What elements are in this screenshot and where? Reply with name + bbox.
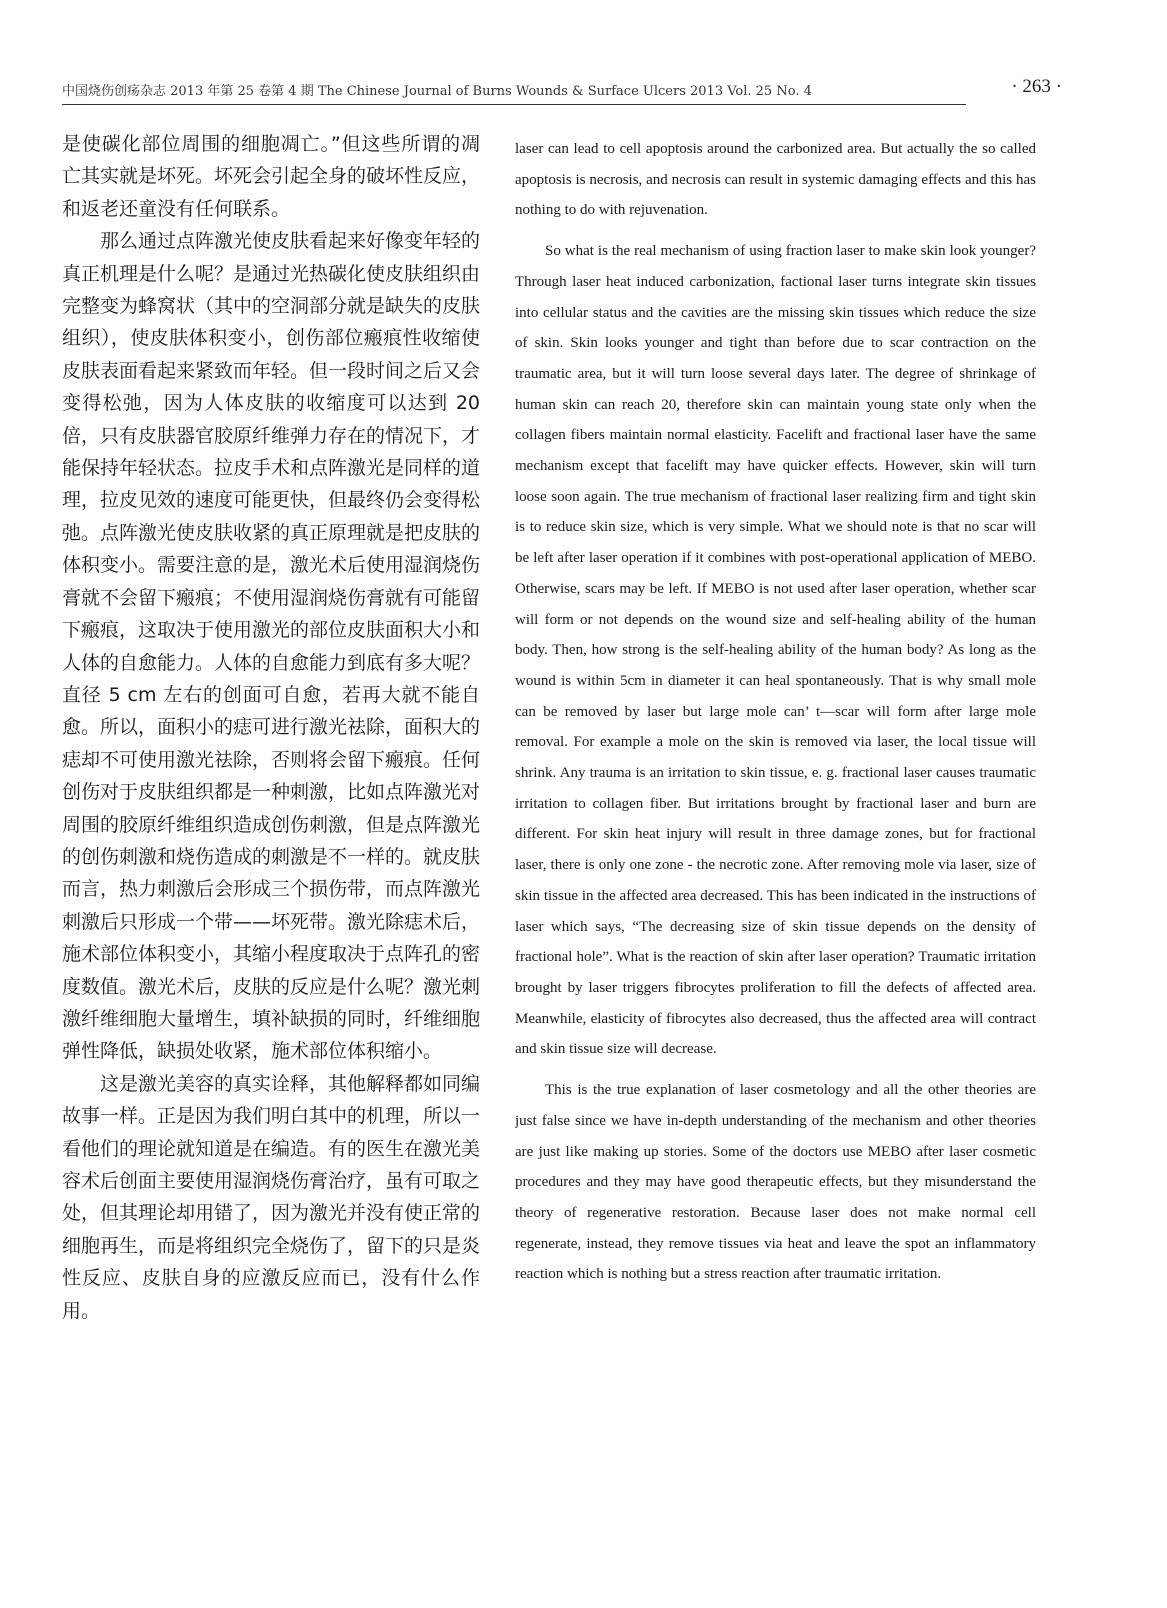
page-number: · 263 · bbox=[1011, 76, 1062, 97]
chinese-paragraph-2: 那么通过点阵激光使皮肤看起来好像变年轻的真正机理是什么呢？是通过光热碳化使皮肤组织由完整变为蜂窝状（其中的空洞部分就是缺失的皮肤组织），使皮肤体积变小，创伤部位瘢痕性收缩使皮肤表面看起来紧致而年轻。但一段时间之后又会变得松弛，因为人体皮肤的收缩度可以达到 20 倍，只有皮肤器官胶原纤维弹力存在的情况下，才能保持年轻状态。拉皮手术和点阵激光是同样的道理，拉皮见效的速度可能更快，但最终仍会变得松弛。点阵激光使皮肤收紧的真正原理就是把皮肤的体积变小。需要注意的是，激光术后使用湿润烧伤膏就不会留下瘢痕；不使用湿润烧伤膏就有可能留下瘢痕，这取决于使用激光的部位皮肤面积大小和人体的自愈能力。人体的自愈能力到底有多大呢？直径 5 cm 左右的创面可自愈，若再大就不能自愈。所以，面积小的痣可进行激光祛除，面积大的痣却不可使用激光祛除，否则将会留下瘢痕。任何创伤对于皮肤组织都是一种刺激，比如点阵激光对周围的胶原纤维组织造成创伤刺激，但是点阵激光的创伤刺激和烧伤造成的刺激是不一样的。就皮肤而言，热力刺激后会形成三个损伤带，而点阵激光刺激后只形成一个带——坏死带。激光除痣术后，施术部位体积变小，其缩小程度取决于点阵孔的密度数值。激光术后，皮肤的反应是什么呢？激光刺激纤维细胞大量增生，填补缺损的同时，纤维细胞弹性降低，缺损处收紧，施术部位体积缩小。 bbox=[62, 230, 480, 1063]
english-paragraph-2: So what is the real mechanism of using fraction laser to make skin look younger? Through laser heat induced carbonization, factional laser turns integrate skin tissues into cellular status and the cavities are the missing skin tissues which reduce the size of skin. Skin looks younger and tight than before due to scar contraction on the traumatic area, but it will turn loose several days later. The degree of shrinkage of human skin can reach 20, therefore skin can maintain young state only when the collagen fibers maintain normal elasticity. Facelift and fractional laser have the same mechanism except that facelift may have quicker effects. However, skin will turn loose soon again. The true mechanism of fractional laser realizing firm and tight skin is to reduce skin size, which is very simple. What we should note is that no scar will be left after laser operation if it combines with post-operational application of MEBO. Otherwise, scars may be left. If MEBO is not used after laser operation, whether scar will form or not depends on the wound size and self-healing ability of the human body. Then, how strong is the self-healing ability of the human body? As long as the wound is within 5cm in diameter it can heal spontaneously. That is why small mole can be removed by laser but large mole can’ t—scar will form after large mole removal. For example a mole on the skin is removed via laser, the local tissue will shrink. Any trauma is an irritation to skin tissue, e. g. fractional laser causes traumatic irritation to collagen fiber. But irritations brought by fractional laser and burn are different. For skin heat injury will result in three damage zones, but for fractional laser, there is only one zone - the necrotic zone. After removing mole via laser, size of skin tissue in the affected area decreased. This has been indicated in the instructions of laser which says, “The decreasing size of skin tissue depends on the density of fractional hole”. What is the reaction of skin after laser operation? Traumatic irritation brought by laser triggers fibrocytes proliferation to fill the defects of affected area. Meanwhile, elasticity of fibrocytes also decreased, thus the affected area will contract and skin tissue size will decrease. bbox=[515, 243, 1036, 1058]
english-paragraph-3: This is the true explanation of laser cosmetology and all the other theories are just false since we have in-depth understanding of the mechanism and other theories are just like making up stories. Some of the doctors use MEBO after laser cosmetic procedures and they may have good therapeutic effects, but they misunderstand the theory of regenerative restoration. Because laser does not make normal cell regenerate, instead, they remove tissues via heat and leave the spot an inflammatory reaction which is nothing but a stress reaction after traumatic irritation. bbox=[515, 1082, 1036, 1283]
english-paragraph-1: laser can lead to cell apoptosis around the carbonized area. But actually the so called apoptosis is necrosis, and necrosis can result in systemic damaging effects and this has nothing to do with rejuvenation. bbox=[515, 141, 1036, 219]
chinese-paragraph-1: 是使碳化部位周围的细胞凋亡。”但这些所谓的凋亡其实就是坏死。坏死会引起全身的破坏性反应，和返老还童没有任何联系。 bbox=[62, 133, 480, 220]
english-column bbox=[515, 134, 1036, 1584]
journal-citation: 中国烧伤创疡杂志 2013 年第 25 卷第 4 期 The Chinese Journal of Burns Wounds & Surface Ulcers 2013 Vol. 25 No. 4 bbox=[62, 84, 812, 99]
header-rule bbox=[62, 104, 966, 105]
running-header bbox=[62, 78, 1062, 104]
chinese-column bbox=[62, 128, 480, 1578]
chinese-paragraph-3: 这是激光美容的真实诠释，其他解释都如同编故事一样。正是因为我们明白其中的机理，所以一看他们的理论就知道是在编造。有的医生在激光美容术后创面主要使用湿润烧伤膏治疗，虽有可取之处，但其理论却用错了，因为激光并没有使正常的细胞再生，而是将组织完全烧伤了，留下的只是炎性反应、皮肤自身的应激反应而已，没有什么作用。 bbox=[62, 1072, 480, 1322]
